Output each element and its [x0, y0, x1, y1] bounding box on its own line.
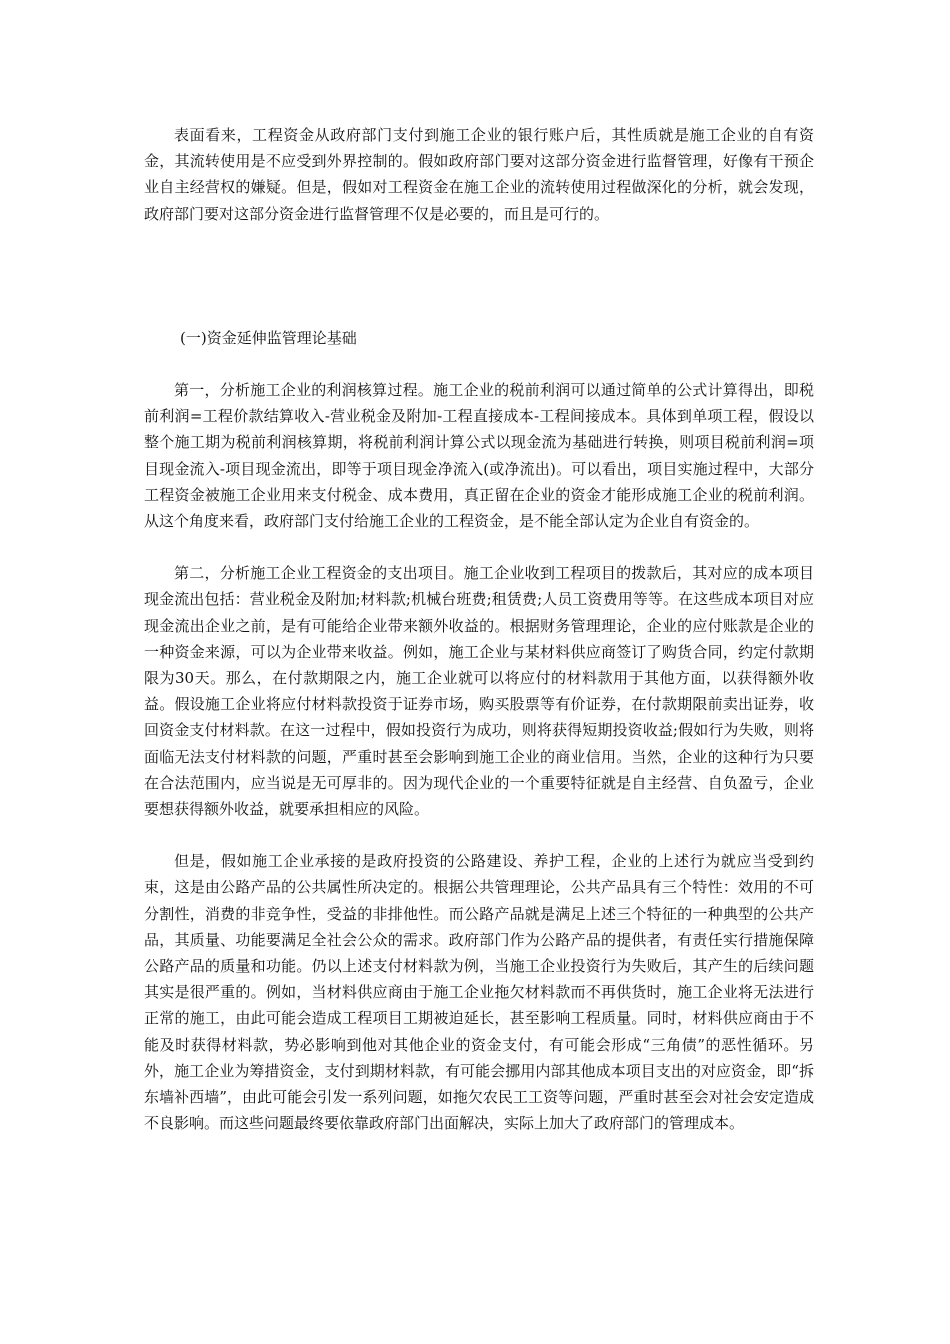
document-page	[144, 122, 814, 1137]
paragraph-first: 第一，分析施工企业的利润核算过程。施工企业的税前利润可以通过简单的公式计算得出，即税前利润=工程价款结算收入-营业税金及附加-工程直接成本-工程间接成本。具体到单项工程，假设以整个施工期为税前利润核算期，将税前利润计算公式以现金流为基础进行转换，则项目税前利润=项目现金流入-项目现金流出，即等于项目现金净流入(或净流出)。可以看出，项目实施过程中，大部分工程资金被施工企业用来支付税金、成本费用，真正留在企业的资金才能形成施工企业的税前利润。从这个角度来看，政府部门支付给施工企业的工程资金，是不能全部认定为企业自有资金的。	[144, 381, 814, 531]
spacer	[144, 822, 814, 848]
paragraph-however: 但是，假如施工企业承接的是政府投资的公路建设、养护工程，企业的上述行为就应当受到约束，这是由公路产品的公共属性所决定的。根据公共管理理论，公共产品具有三个特性：效用的不可分割性，消费的非竞争性，受益的非排他性。而公路产品就是满足上述三个特征的一种典型的公共产品，其质量、功能要满足全社会公众的需求。政府部门作为公路产品的提供者，有责任实行措施保障公路产品的质量和功能。仍以上述支付材料款为例，当施工企业投资行为失败后，其产生的后续问题其实是很严重的。例如，当材料供应商由于施工企业拖欠材料款而不再供货时，施工企业将无法进行正常的施工，由此可能会造成工程项目工期被迫延长，甚至影响工程质量。同时，材料供应商由于不能及时获得材料款，势必影响到他对其他企业的资金支付，有可能会形成“三角债”的恶性循环。另外，施工企业为筹措资金，支付到期材料款，有可能会挪用内部其他成本项目支出的对应资金，即“拆东墙补西墙”，由此可能会引发一系列问题，如拖欠农民工工资等问题，严重时甚至会对社会安定造成不良影响。而这些问题最终要依靠政府部门出面解决，实际上加大了政府部门的管理成本。	[144, 852, 814, 1133]
intro-paragraph: 表面看来，工程资金从政府部门支付到施工企业的银行账户后，其性质就是施工企业的自有资金，其流转使用是不应受到外界控制的。假如政府部门要对这部分资金进行监督管理，好像有干预企业自主经营权的嫌疑。但是，假如对工程资金在施工企业的流转使用过程做深化的分析，就会发现，政府部门要对这部分资金进行监督管理不仅是必要的，而且是可行的。	[144, 126, 814, 223]
paragraph-second: 第二，分析施工企业工程资金的支出项目。施工企业收到工程项目的拨款后，其对应的成本项目现金流出包括：营业税金及附加;材料款;机械台班费;租赁费;人员工资费用等等。在这些成本项目对应现金流出企业之前，是有可能给企业带来额外收益的。根据财务管理理论，企业的应付账款是企业的一种资金来源，可以为企业带来收益。例如，施工企业与某材料供应商签订了购货合同，约定付款期限为30天。那么，在付款期限之内，施工企业就可以将应付的材料款用于其他方面，以获得额外收益。假设施工企业将应付材料款投资于证券市场，购买股票等有价证券，在付款期限前卖出证券，收回资金支付材料款。在这一过程中，假如投资行为成功，则将获得短期投资收益;假如行为失败，则将面临无法支付材料款的问题，严重时甚至会影响到施工企业的商业信用。当然，企业的这种行为只要在合法范围内，应当说是无可厚非的。因为现代企业的一个重要特征就是自主经营、自负盈亏，企业要想获得额外收益，就要承担相应的风险。	[144, 564, 814, 819]
spacer	[144, 351, 814, 377]
spacer	[144, 534, 814, 560]
section-heading: (一)资金延伸监管理论基础	[180, 328, 357, 347]
spacer	[144, 227, 814, 325]
